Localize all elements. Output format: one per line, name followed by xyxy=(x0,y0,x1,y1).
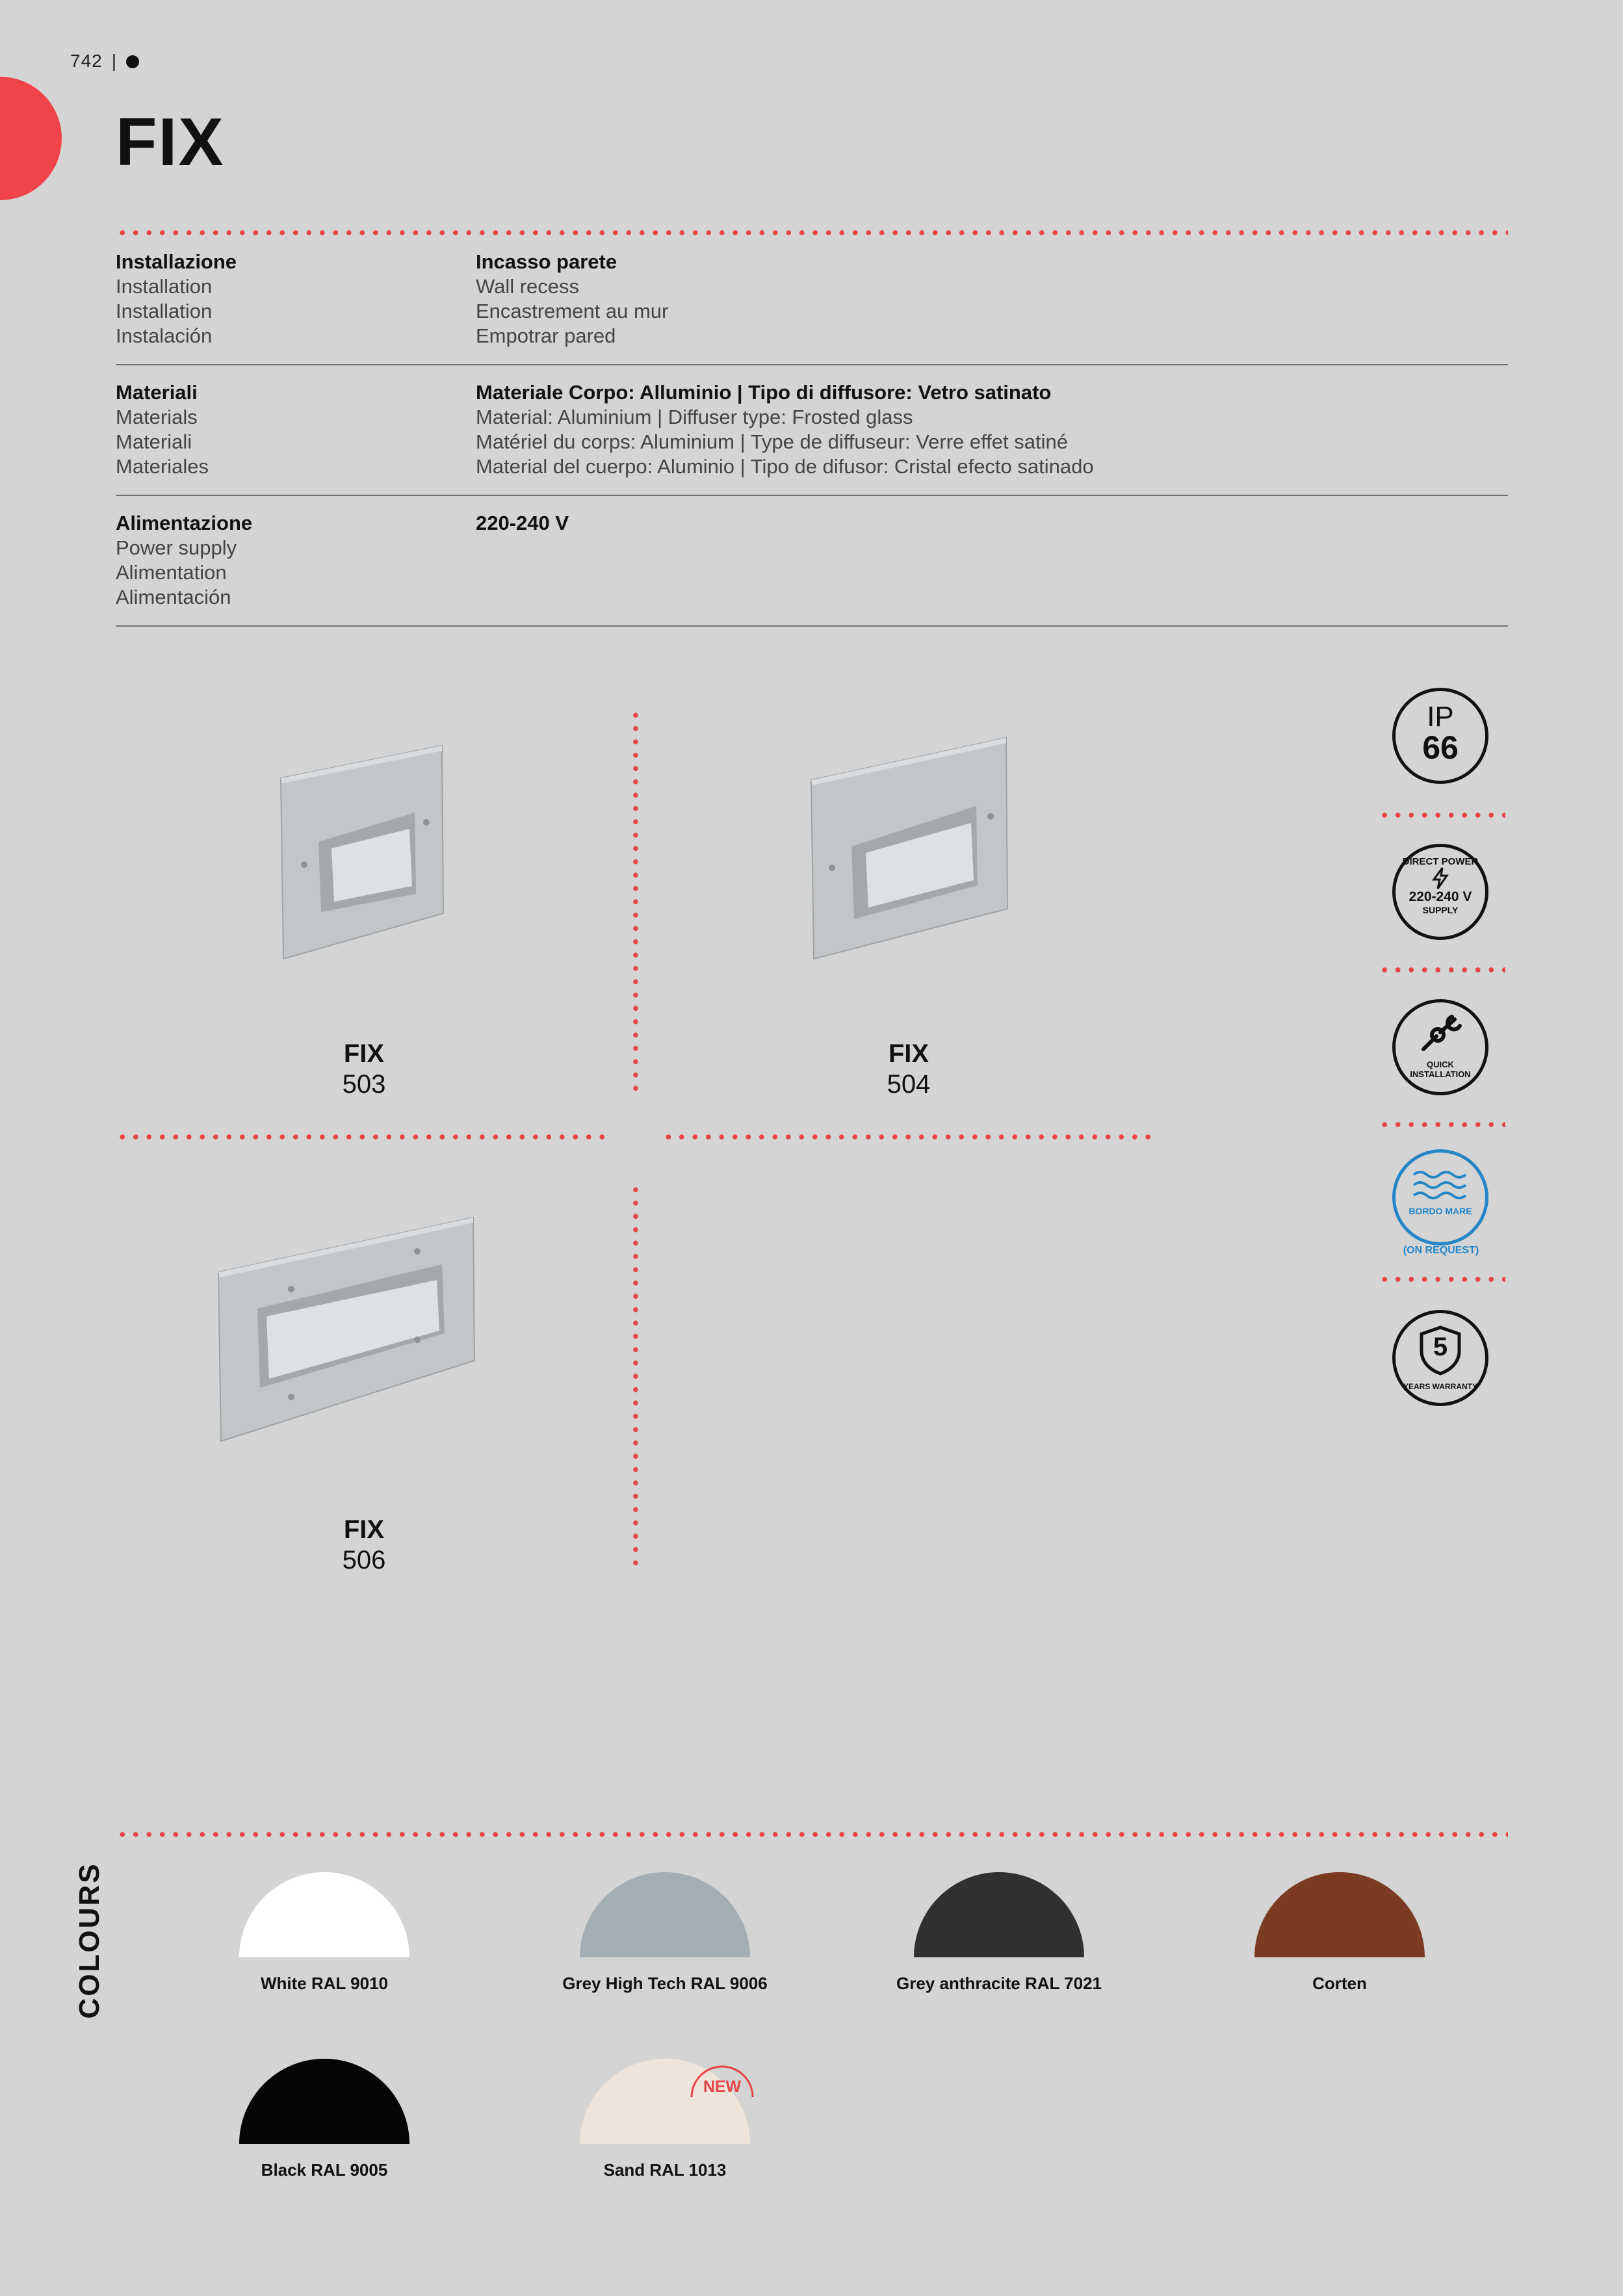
product-name: FIX xyxy=(888,1039,929,1068)
spec-installation xyxy=(116,250,1508,354)
product-code: 503 xyxy=(342,1070,386,1099)
warranty-years: 5 xyxy=(1433,1333,1448,1361)
colour-swatch-white xyxy=(239,1872,409,1957)
bordo-mare-icon xyxy=(1392,1149,1488,1246)
power-bottom-text: SUPPLY xyxy=(1422,905,1459,915)
spec-value: Materiale Corpo: Alluminio | Tipo di diffusore: Vetro satinato xyxy=(476,381,1052,404)
product-code: 506 xyxy=(342,1546,386,1574)
product-image-fix-506 xyxy=(214,1212,478,1446)
spec-label: Materiali xyxy=(116,381,198,404)
colour-label: Grey High Tech RAL 9006 xyxy=(562,1974,768,1993)
spec-label-en: Materials xyxy=(116,406,198,428)
quick-installation-icon xyxy=(1392,999,1488,1095)
product-image-fix-503 xyxy=(273,738,448,959)
bullet-icon xyxy=(126,55,139,68)
ip66-icon xyxy=(1392,688,1488,784)
colour-label: White RAL 9010 xyxy=(260,1974,388,1993)
direct-power-icon xyxy=(1392,844,1488,940)
row-divider xyxy=(116,495,1508,496)
spec-value-en: Wall recess xyxy=(476,275,580,298)
spec-value-fr: Encastrement au mur xyxy=(476,300,669,322)
colour-swatch-corten xyxy=(1254,1872,1425,1957)
grid-divider-horizontal xyxy=(116,1134,610,1140)
spec-label-en: Power supply xyxy=(116,536,237,559)
dotted-divider xyxy=(1378,967,1505,972)
spec-label-fr: Installation xyxy=(116,300,213,322)
colours-heading: COLOURS xyxy=(73,1862,105,2019)
spec-label-en: Installation xyxy=(116,275,213,298)
spec-value: Incasso parete xyxy=(476,250,617,273)
dotted-divider xyxy=(1378,813,1505,818)
product-code: 504 xyxy=(887,1070,931,1099)
spec-label: Alimentazione xyxy=(116,512,253,534)
spec-value: 220-240 V xyxy=(476,512,569,534)
wrench-icon xyxy=(1414,1013,1466,1058)
ip-rating: 66 xyxy=(1422,729,1459,766)
new-badge: NEW xyxy=(703,2078,742,2096)
spec-label-es: Alimentación xyxy=(116,586,231,608)
warranty-text: YEARS WARRANTY xyxy=(1403,1382,1477,1391)
spec-value-en: Material: Aluminium | Diffuser type: Frosted glass xyxy=(476,406,913,428)
spec-value-es: Material del cuerpo: Aluminio | Tipo de difusor: Cristal efecto satinado xyxy=(476,455,1094,478)
ip-label: IP xyxy=(1427,701,1454,733)
colour-swatch-grey-high-tech xyxy=(580,1872,750,1957)
waves-icon xyxy=(1411,1167,1470,1206)
dotted-divider xyxy=(116,1832,1508,1837)
on-request-note: (ON REQUEST) xyxy=(1403,1245,1479,1256)
page-title: FIX xyxy=(116,105,225,180)
row-divider xyxy=(116,625,1508,627)
spec-label-fr: Materiali xyxy=(116,430,192,453)
grid-divider-vertical xyxy=(633,709,638,1099)
dotted-divider xyxy=(116,230,1508,235)
colour-swatch-grey-anthracite xyxy=(914,1872,1084,1957)
install-text: QUICK INSTALLATION xyxy=(1410,1060,1471,1079)
product-name: FIX xyxy=(343,1039,385,1068)
spec-label: Installazione xyxy=(116,250,237,273)
spec-value-fr: Matériel du corps: Aluminium | Type de diffuseur: Verre effet satiné xyxy=(476,430,1068,453)
spec-label-es: Instalación xyxy=(116,324,213,347)
product-image-fix-504 xyxy=(806,735,1014,962)
grid-divider-vertical xyxy=(633,1183,638,1573)
power-top-text: DIRECT POWER xyxy=(1402,856,1479,867)
page-number-text: 742 xyxy=(70,51,103,71)
colour-label: Sand RAL 1013 xyxy=(603,2160,727,2180)
spec-power-supply xyxy=(116,511,1508,615)
colour-swatch-black xyxy=(239,2059,409,2144)
lightning-icon xyxy=(1431,867,1450,889)
row-divider xyxy=(116,364,1508,365)
spec-materials xyxy=(116,380,1508,484)
colour-label: Grey anthracite RAL 7021 xyxy=(896,1974,1102,1993)
product-name: FIX xyxy=(343,1515,385,1544)
spec-label-es: Materiales xyxy=(116,455,209,478)
section-tab xyxy=(0,77,62,200)
sea-text: BORDO MARE xyxy=(1409,1206,1472,1216)
spec-label-fr: Alimentation xyxy=(116,561,227,584)
colour-label: Corten xyxy=(1312,1974,1367,1993)
dotted-divider xyxy=(1378,1122,1505,1127)
page-number: 742 | xyxy=(70,51,139,72)
warranty-icon xyxy=(1392,1310,1488,1406)
power-voltage: 220-240 V xyxy=(1409,889,1472,904)
grid-divider-horizontal xyxy=(662,1134,1156,1140)
colour-label: Black RAL 9005 xyxy=(261,2160,388,2180)
spec-value-es: Empotrar pared xyxy=(476,324,616,347)
dotted-divider xyxy=(1378,1277,1505,1282)
